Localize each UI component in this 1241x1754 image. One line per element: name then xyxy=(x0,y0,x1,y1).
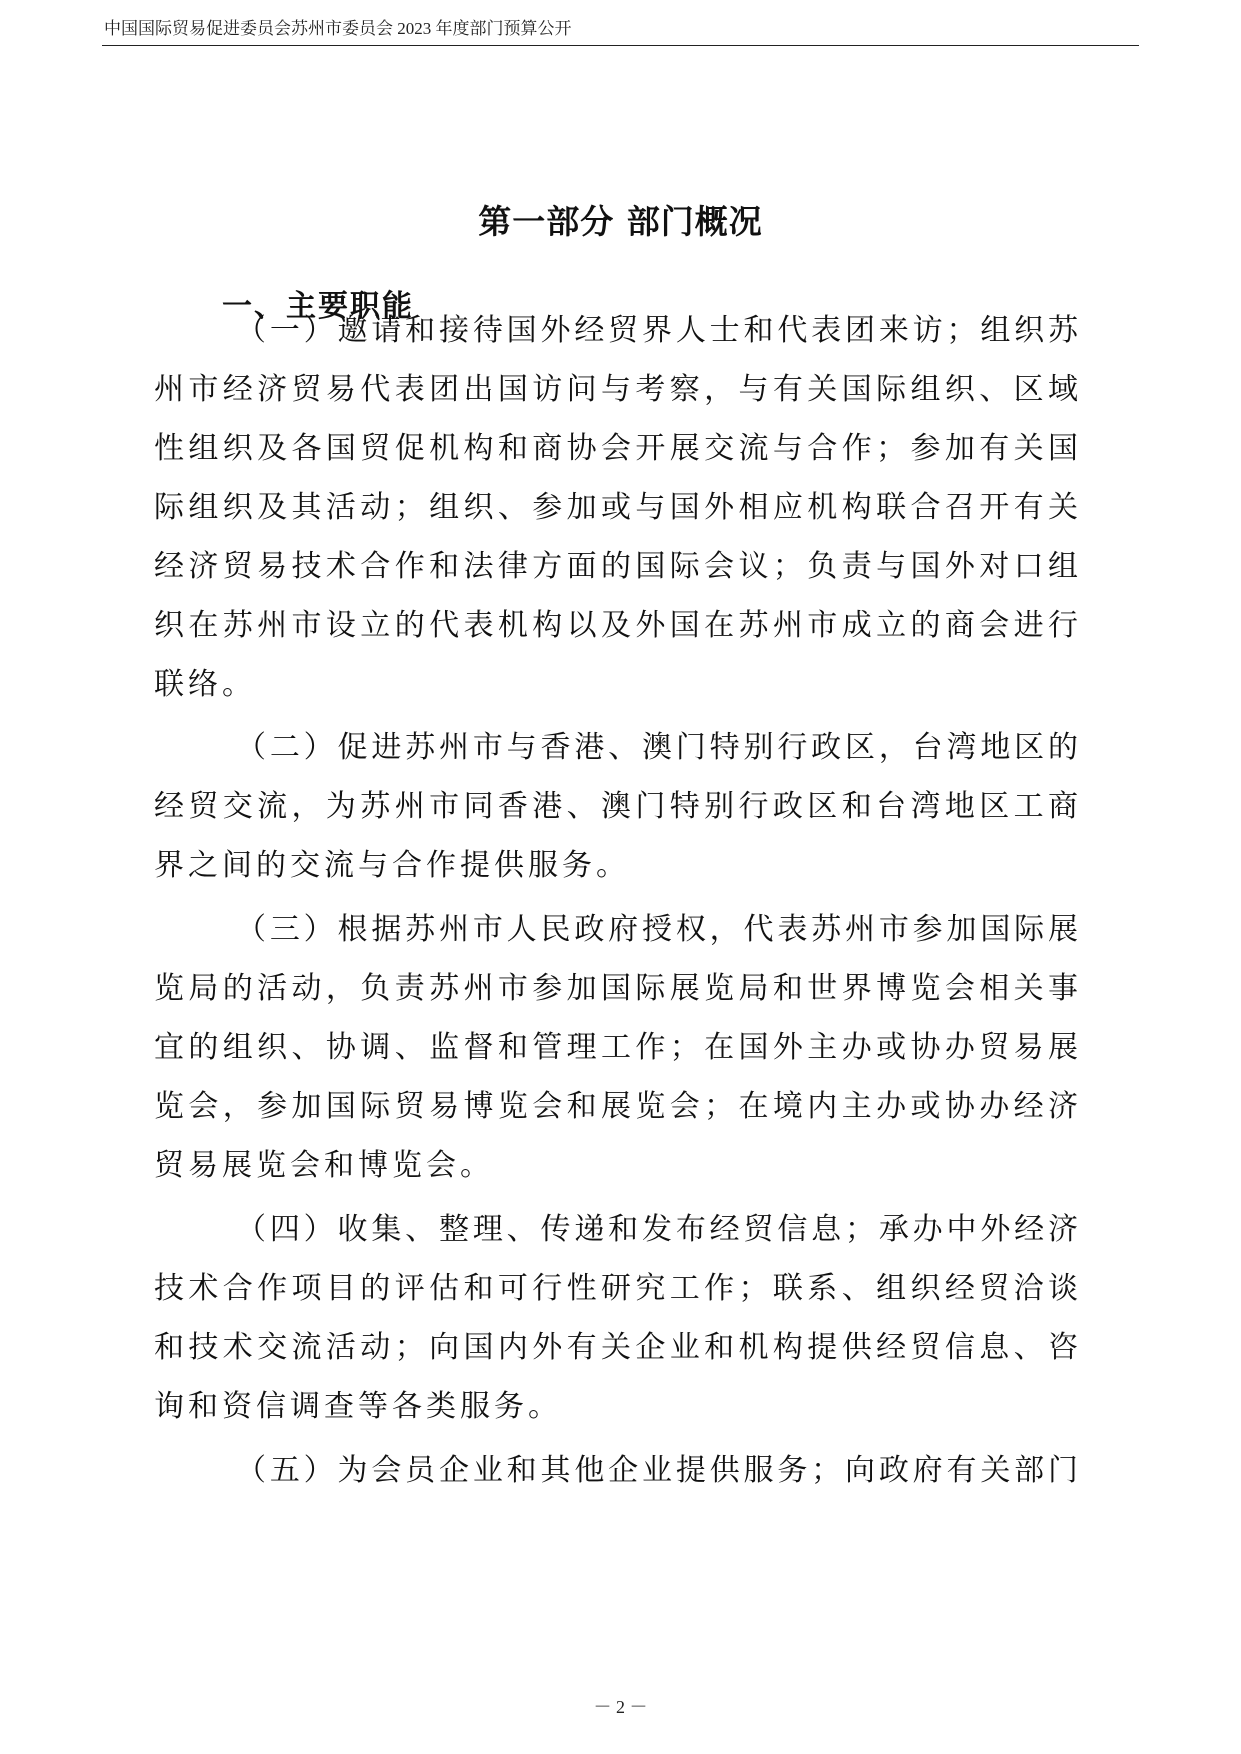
paragraph-4-line-2: 技术合作项目的评估和可行性研究工作；联系、组织经贸洽谈 xyxy=(154,1271,1078,1306)
header-rule xyxy=(102,45,1139,46)
paragraph-2-line-2: 经贸交流，为苏州市同香港、澳门特别行政区和台湾地区工商 xyxy=(154,789,1078,824)
paragraph-1-line-2: 州市经济贸易代表团出国访问与考察，与有关国际组织、区域 xyxy=(154,372,1078,407)
paragraph-1-line-3: 性组织及各国贸促机构和商协会开展交流与合作；参加有关国 xyxy=(154,431,1078,466)
running-header: 中国国际贸易促进委员会苏州市委员会 2023 年度部门预算公开 xyxy=(104,19,572,38)
paragraph-4-line-4: 询和资信调查等各类服务。 xyxy=(154,1389,562,1424)
paragraph-1-line-4: 际组织及其活动；组织、参加或与国外相应机构联合召开有关 xyxy=(154,490,1078,525)
page-number: － 2 － xyxy=(593,1697,648,1717)
page-title: 第一部分 部门概况 xyxy=(478,202,763,241)
paragraph-1-line-7: 联络。 xyxy=(154,667,256,702)
paragraph-3-line-2: 览局的活动，负责苏州市参加国际展览局和世界博览会相关事 xyxy=(154,971,1078,1006)
paragraph-1-line-6: 织在苏州市设立的代表机构以及外国在苏州市成立的商会进行 xyxy=(154,608,1078,643)
paragraph-2-line-1: （二）促进苏州市与香港、澳门特别行政区，台湾地区的 xyxy=(236,730,1078,765)
paragraph-3-line-5: 贸易展览会和博览会。 xyxy=(154,1148,494,1183)
paragraph-4-line-1: （四）收集、整理、传递和发布经贸信息；承办中外经济 xyxy=(236,1212,1078,1247)
paragraph-4-line-3: 和技术交流活动；向国内外有关企业和机构提供经贸信息、咨 xyxy=(154,1330,1078,1365)
paragraph-1-line-1: （一）邀请和接待国外经贸界人士和代表团来访；组织苏 xyxy=(236,313,1078,348)
paragraph-3-line-3: 宜的组织、协调、监督和管理工作；在国外主办或协办贸易展 xyxy=(154,1030,1078,1065)
paragraph-1-line-5: 经济贸易技术合作和法律方面的国际会议；负责与国外对口组 xyxy=(154,549,1078,584)
paragraph-5-line-1: （五）为会员企业和其他企业提供服务；向政府有关部门 xyxy=(236,1453,1078,1488)
paragraph-2-line-3: 界之间的交流与合作提供服务。 xyxy=(154,848,630,883)
paragraph-3-line-1: （三）根据苏州市人民政府授权，代表苏州市参加国际展 xyxy=(236,912,1078,947)
section-heading: 一、主要职能 xyxy=(222,289,414,324)
paragraph-3-line-4: 览会，参加国际贸易博览会和展览会；在境内主办或协办经济 xyxy=(154,1089,1078,1124)
